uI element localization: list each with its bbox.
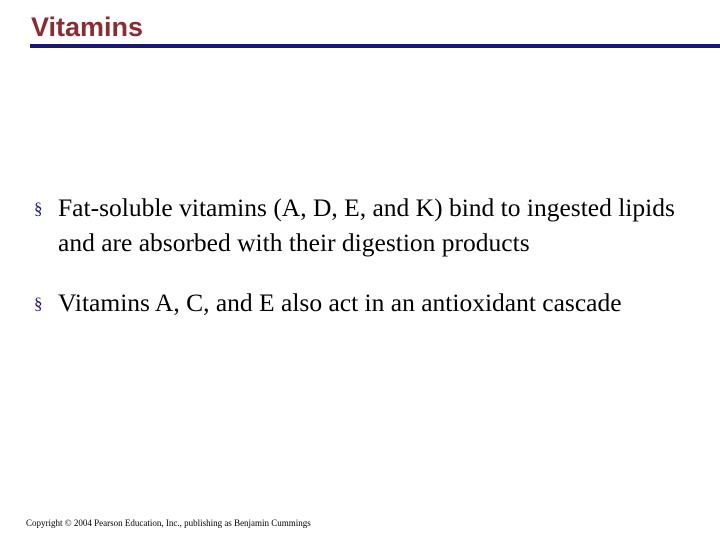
title-divider: [30, 44, 720, 48]
bullet-text: Vitamins A, C, and E also act in an antioxidant cascade: [58, 288, 622, 317]
bullet-list: [34, 190, 694, 320]
bullet-text: Fat-soluble vitamins (A, D, E, and K) bind to ingested lipids and are absorbed with their digestion products: [58, 193, 675, 257]
copyright-notice: Copyright © 2004 Pearson Education, Inc., publishing as Benjamin Cummings: [26, 518, 311, 528]
bullet-item: [34, 190, 694, 260]
bullet-item: [34, 285, 694, 320]
square-bullet-icon: §: [34, 294, 43, 313]
square-bullet-icon: §: [34, 199, 43, 218]
slide-title: Vitamins: [31, 12, 144, 42]
